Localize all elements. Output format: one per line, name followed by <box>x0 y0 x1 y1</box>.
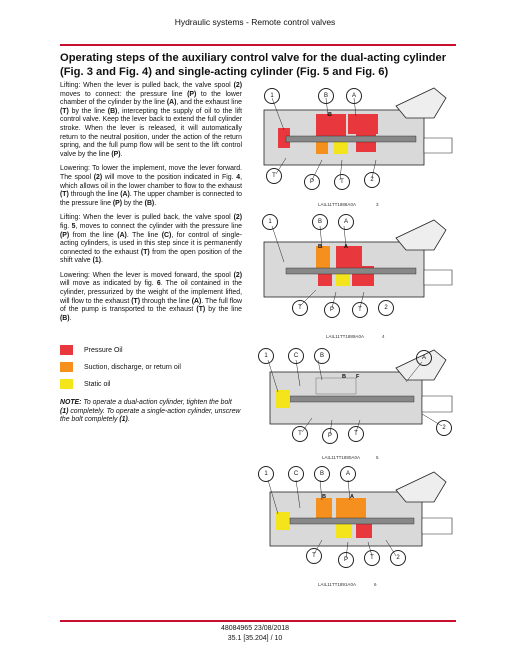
legend-static: Static oil <box>60 377 242 394</box>
fig3-callout-2: 2 <box>364 172 380 188</box>
fig5-callout-B: B <box>314 348 330 364</box>
fig4-callout-T2: T <box>352 302 368 318</box>
fig3-label-B-inner: B <box>328 112 332 118</box>
fig5-callout-A: A <box>416 350 432 366</box>
valve-body <box>264 220 452 297</box>
fig5-callout-T2: T <box>348 426 364 442</box>
fig6-callout-B: B <box>314 466 330 482</box>
fig3-callout-P: P <box>304 174 320 190</box>
fig6-callout-2: 2 <box>390 550 406 566</box>
fig4-label-B-inner: B <box>318 244 322 250</box>
footer-rule <box>60 620 456 622</box>
figure-6 <box>256 462 456 594</box>
paragraph-lowering-single: Lowering: When the lever is moved forward, the spool (2) will move as indicated by fig. 6. The oil contained in the cylinder, pressurized by the weight of the implement lifted, will flow to the exhaust (T) through the line (A). The full flow of the pump is transported to the exhaust (T) by the line (B). <box>60 271 243 322</box>
fig3-callout-1: 1 <box>264 88 280 104</box>
valve-diagram-6 <box>256 462 456 594</box>
fig3-callout-T2: T <box>334 174 350 190</box>
fig3-callout-B: B <box>318 88 334 104</box>
fig5-callout-C: C <box>288 348 304 364</box>
fig5-number: 5 <box>376 455 379 460</box>
valve-body <box>270 472 452 546</box>
figure-3 <box>256 78 456 210</box>
section-title: Operating steps of the auxiliary control valve for the dual-acting cylinder (Fig. 3 and Fig. 4) and single-acting cylinder (Fig. 5 and Fig. 6) <box>60 52 447 78</box>
fig3-callout-A: A <box>346 88 362 104</box>
note-prefix: NOTE: <box>60 399 82 406</box>
legend-return: Suction, discharge, or return oil <box>60 360 242 377</box>
figure-5 <box>256 338 456 464</box>
fig6-label-B-inner: B <box>322 494 326 500</box>
body-text <box>60 82 242 329</box>
fig5-callout-P: P <box>322 428 338 444</box>
footer-page-number: 35.1 [35.204] / 10 <box>227 635 283 642</box>
footer-doc-ref: 48084965 23/08/2018 <box>220 625 290 632</box>
fig6-callout-C: C <box>288 466 304 482</box>
legend-swatch-pressure <box>60 345 73 355</box>
legend-swatch-static <box>60 379 73 389</box>
note-text: To operate a dual-action cylinder, tighten the bolt (1) completely. To operate a single-action cylinder, unscrew the bolt completely (1). <box>60 399 241 424</box>
fig3-callout-T1: T <box>266 168 282 184</box>
fig4-callout-T1: T <box>292 300 308 316</box>
paragraph-lifting-single: Lifting: When the lever is pulled back, the valve spool (2) fig. 5, moves to connect the cylinder with the pressure line (P) from the line (A). The line (C), for control of single-acting cylinders, is used in this step since it is permanently connected to the exhaust (T) from the open position of the shift valve (1). <box>60 214 243 265</box>
fig4-callout-P: P <box>324 302 340 318</box>
valve-diagram-4 <box>256 210 456 342</box>
fig5-label-B-inner: B <box>342 374 346 380</box>
note <box>60 399 242 425</box>
fig4-callout-A: A <box>338 214 354 230</box>
fig3-code: LAIL11TT1888A0A <box>318 202 356 207</box>
fig6-callout-T1: T <box>306 548 322 564</box>
legend-swatch-return <box>60 362 73 372</box>
fig4-code: LAIL11TT1889A0A <box>326 334 364 339</box>
page-header: Hydraulic systems - Remote control valves <box>174 17 336 27</box>
fig4-callout-1: 1 <box>262 214 278 230</box>
fig6-callout-T2: T <box>364 550 380 566</box>
paragraph-lifting-dual: Lifting: When the lever is pulled back, the valve spool (2) moves to connect: the pressure line (P) to the lower chamber of the cylinder by the line (A), and the exhaust line (T) by the line (B), intercepting the supply of oil to the lift control valve. Keep the lever back to extend the full cylinder stroke. When the lever is released, it will automatically return to the neutral position, under the action of the return spring, and the full pump flow will be sent to the lift control valve by the line (P). <box>60 82 242 158</box>
fig5-code: LAIL11TT1890A0A <box>322 455 360 460</box>
fig4-callout-2: 2 <box>378 300 394 316</box>
fig6-callout-A: A <box>340 466 356 482</box>
paragraph-lowering-dual: Lowering: To lower the implement, move the lever forward. The spool (2) will move to the position indicated in Fig. 4, which allows oil in the lower chamber to flow to the exhaust (T) through the line (A). The upper chamber is connected to the pressure line (P) by the (B). <box>60 165 242 207</box>
header-rule <box>60 44 456 46</box>
legend-pressure: Pressure Oil <box>60 343 242 360</box>
fig5-callout-T1: T <box>292 426 308 442</box>
oil-legend <box>60 343 242 394</box>
fig6-callout-1: 1 <box>258 466 274 482</box>
fig6-number: 6 <box>374 582 377 587</box>
fig4-callout-B: B <box>312 214 328 230</box>
fig6-label-A-inner: A <box>350 494 354 500</box>
figure-4 <box>256 210 456 342</box>
fig4-label-A-inner: A <box>344 244 348 250</box>
fig5-label-F: F <box>356 374 360 380</box>
fig5-callout-1: 1 <box>258 348 274 364</box>
fig4-number: 4 <box>382 334 385 339</box>
fig6-callout-P: P <box>338 552 354 568</box>
fig5-callout-2: 2 <box>436 420 452 436</box>
fig3-number: 3 <box>376 202 379 207</box>
fig6-code: LAIL11TT1891A0A <box>318 582 356 587</box>
